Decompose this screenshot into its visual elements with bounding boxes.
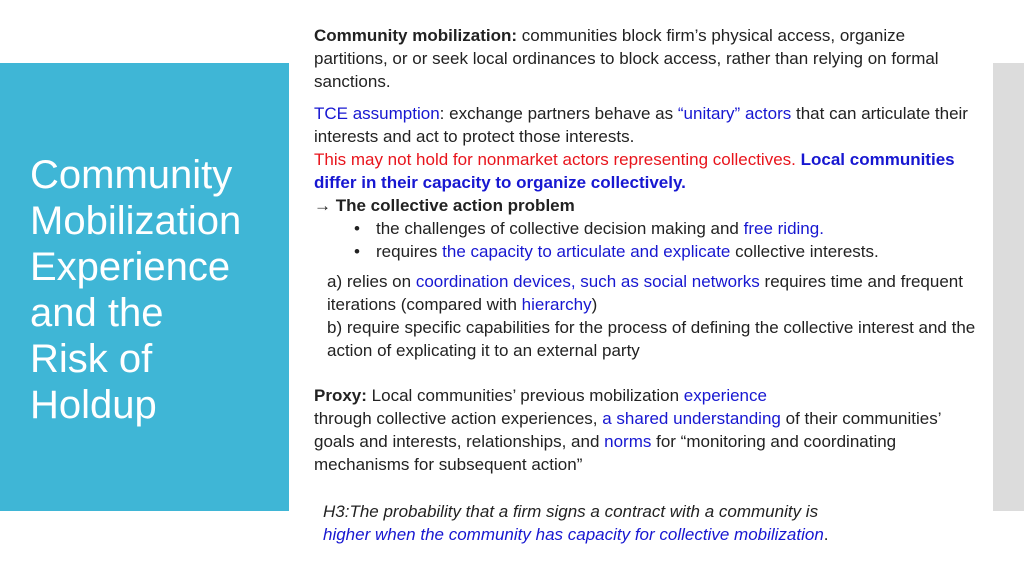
tce-red-line: This may not hold for nonmarket actors representing collectives. (314, 150, 796, 169)
option-b: b) require specific capabilities for the process of defining the collective interest and the action of explicating it to an external party (327, 318, 976, 360)
tce-line (314, 102, 974, 148)
bullet-item (314, 217, 974, 240)
hypothesis-paragraph (323, 500, 963, 546)
proxy-h2: a shared understanding (602, 409, 781, 428)
side-scroll-bar[interactable] (993, 63, 1024, 511)
mobilization-paragraph (314, 24, 974, 93)
proxy-t4: for “monitoring and coordinating mechanisms for subsequent action” (314, 432, 897, 474)
hypothesis-part2: higher when the community has capacity for collective mobilization (323, 525, 824, 544)
option-a-hierarchy: hierarchy (521, 295, 592, 314)
bullet2-post: collective interests. (735, 242, 879, 261)
tce-pre: exchange partners behave as (449, 104, 674, 123)
option-a-pre: a) relies on (327, 272, 412, 291)
options-paragraph (327, 270, 977, 362)
option-a-mid: requires time and frequent iterations (compared with (327, 272, 963, 314)
proxy-h1: experience (683, 386, 767, 405)
proxy-t3: of their communities’ goals and interests, relationships, and (314, 409, 941, 451)
bullet1-pre: the challenges of collective decision making and (376, 219, 739, 238)
option-a (327, 270, 977, 316)
tce-post: that can articulate their interests and act to protect those interests. (314, 104, 968, 146)
proxy-label: Proxy: (314, 386, 367, 405)
proxy-paragraph (314, 384, 986, 476)
bullet2-highlight: the capacity to articulate and explicate (442, 242, 731, 261)
collective-action-label: The collective action problem (335, 196, 575, 215)
slide-title: Community Mobilization Experience and the Risk of Holdup (30, 153, 242, 427)
bullet-icon: • (354, 219, 360, 238)
proxy-h3: norms (604, 432, 652, 451)
bullet-icon: • (354, 242, 360, 261)
tce-colon: : (439, 104, 445, 123)
hypothesis-part1: H3:The probability that a firm signs a contract with a community is (323, 502, 819, 521)
tce-highlight: “unitary” actors (677, 104, 792, 123)
tce-red-bold-line (314, 148, 974, 194)
option-a-close: ) (591, 295, 598, 314)
bullet2-pre: requires (376, 242, 438, 261)
tce-label: TCE assumption (314, 104, 440, 123)
option-a-highlight: coordination devices, such as social networks (415, 272, 760, 291)
proxy-t2: through collective action experiences, (314, 409, 598, 428)
proxy-t1: Local communities’ previous mobilization (371, 386, 680, 405)
arrow-icon: → (314, 196, 331, 215)
bullet1-highlight: free riding. (743, 219, 824, 238)
mobilization-label: Community mobilization: (314, 26, 518, 45)
tce-bold-blue: Local communities differ in their capacity to organize collectively. (314, 150, 955, 192)
collective-action-heading (314, 194, 974, 217)
mobilization-text: communities block firm’s physical access, organize partitions, or or seek local ordinances to block access, rather than relying on formal sanctions. (314, 26, 939, 91)
tce-paragraph (314, 102, 974, 263)
bullet-item (314, 240, 974, 263)
hypothesis-end: . (823, 525, 829, 544)
